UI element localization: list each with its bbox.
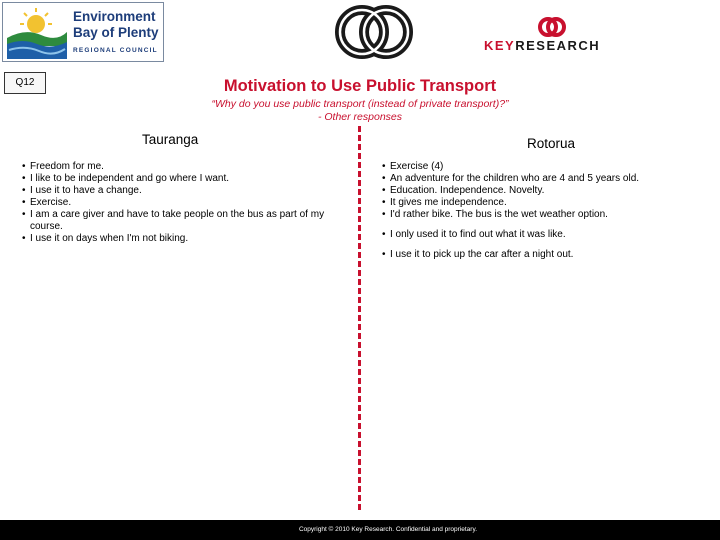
list-item: • I use it to pick up the car after a night out. <box>382 249 712 261</box>
logo-line-2: Bay of Plenty <box>73 25 159 40</box>
slide-title: Motivation to Use Public Transport <box>223 77 497 95</box>
tauranga-responses <box>22 161 352 245</box>
question-code-badge: Q12 <box>4 72 46 94</box>
key-research-part2: RESEARCH <box>515 38 601 53</box>
list-item: • I'd rather bike. The bus is the wet weather option. <box>382 209 712 221</box>
environment-bop-wordmark <box>73 9 159 59</box>
rotorua-responses <box>382 161 712 261</box>
footer-bar <box>0 520 720 540</box>
column-heading-rotorua: Rotorua <box>527 136 576 151</box>
copyright-text: Copyright © 2010 Key Research. Confidential and proprietary. <box>298 526 478 533</box>
environment-bop-logo <box>2 2 164 62</box>
list-item: • Exercise (4) <box>382 161 712 173</box>
logo-line-1: Environment <box>73 9 156 24</box>
key-research-mark <box>537 16 567 38</box>
list-item: • I use it to have a change. <box>22 185 352 197</box>
list-item: • Exercise. <box>22 197 352 209</box>
list-item: • Education. Independence. Novelty. <box>382 185 712 197</box>
key-research-part1: KEY <box>484 38 516 53</box>
list-item: • I use it on days when I'm not biking. <box>22 233 352 245</box>
rings-logo <box>334 2 414 62</box>
column-heading-tauranga: Tauranga <box>142 132 199 147</box>
logo-line-3: REGIONAL COUNCIL <box>73 47 158 54</box>
key-research-wordmark <box>484 38 600 53</box>
list-item: • I like to be independent and go where I want. <box>22 173 352 185</box>
column-divider <box>358 126 361 510</box>
slide-subtitle <box>120 98 600 124</box>
environment-bop-emblem-icon <box>5 4 69 60</box>
list-item: • An adventure for the children who are 4 and 5 years old. <box>382 173 712 185</box>
subtitle-question: “Why do you use public transport (instead of private transport)?” <box>211 98 509 110</box>
list-item: • I only used it to find out what it was like. <box>382 229 712 241</box>
interlocking-rings-icon <box>334 2 414 62</box>
list-item: • I am a care giver and have to take people on the bus as part of my course. <box>22 209 352 233</box>
list-item: • Freedom for me. <box>22 161 352 173</box>
list-item: • It gives me independence. <box>382 197 712 209</box>
key-research-rings-icon <box>537 16 567 38</box>
subtitle-note: - Other responses <box>317 111 403 123</box>
